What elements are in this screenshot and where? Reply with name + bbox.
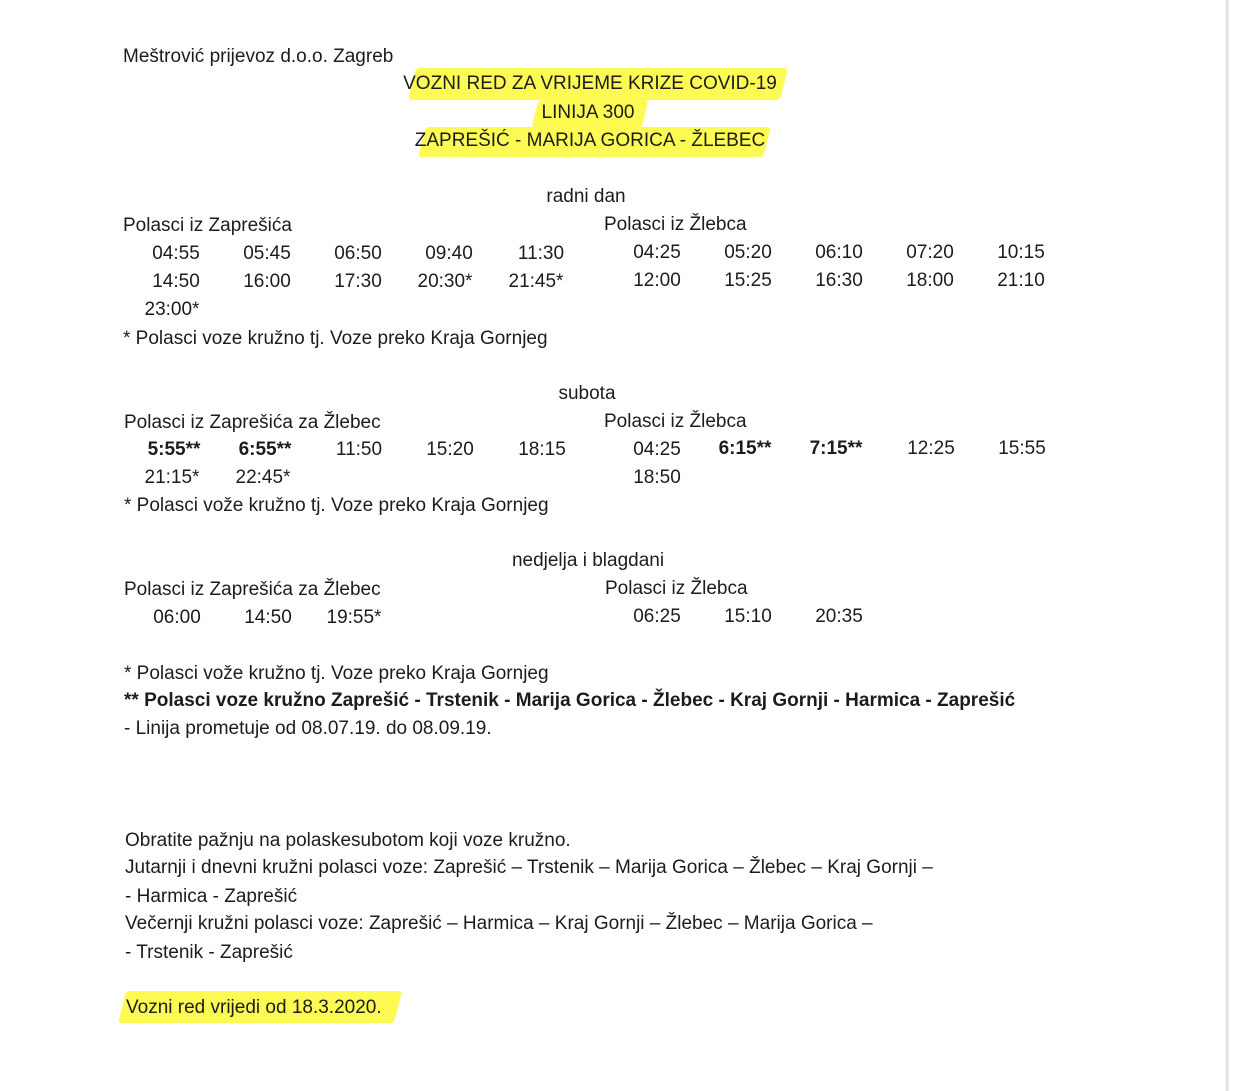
saturday-departure: 21:15*: [144, 467, 200, 488]
saturday-departure: 5:55**: [147, 439, 201, 460]
saturday-departure: 6:55**: [238, 439, 292, 460]
weekday-return: 12:00: [633, 270, 681, 291]
saturday-note: * Polasci vože kružno tj. Voze preko Kraja Gornjeg: [124, 495, 549, 516]
weekday-return: 07:20: [906, 242, 954, 263]
saturday-departure: 18:15: [518, 439, 566, 460]
weekday-departure: 05:45: [243, 243, 291, 264]
sunday-departure: 19:55*: [326, 607, 382, 628]
info-paragraph: - Trstenik - Zaprešić: [125, 942, 293, 963]
weekday-left-label: Polasci iz Zaprešića: [123, 215, 292, 236]
saturday-return: 15:55: [998, 438, 1046, 459]
weekday-return: 21:10: [997, 270, 1045, 291]
company-name: Meštrović prijevoz d.o.o. Zagreb: [123, 46, 394, 67]
weekday-departure: 09:40: [425, 243, 473, 264]
sunday-departure: 06:00: [153, 607, 201, 628]
weekday-return: 15:25: [724, 270, 772, 291]
weekday-note: * Polasci voze kružno tj. Voze preko Kraja Gornjeg: [123, 328, 548, 349]
note-circular-route: ** Polasci voze kružno Zaprešić - Trstenik - Marija Gorica - Žlebec - Kraj Gornji - Harmica - Zaprešić: [124, 690, 1016, 711]
saturday-return: 12:25: [907, 438, 955, 459]
info-paragraph: Obratite pažnju na polaskesubotom koji voze kružno.: [125, 830, 571, 851]
weekday-departure: 21:45*: [508, 271, 564, 292]
saturday-return: 7:15**: [809, 438, 863, 459]
sunday-return: 06:25: [633, 606, 681, 627]
weekday-departure: 17:30: [334, 271, 382, 292]
saturday-heading: subota: [558, 383, 616, 404]
weekday-return: 10:15: [997, 242, 1045, 263]
note-circular: * Polasci vože kružno tj. Voze preko Kraja Gornjeg: [124, 663, 549, 684]
weekday-departure: 16:00: [243, 271, 291, 292]
weekday-departure: 20:30*: [417, 271, 473, 292]
note-validity-period: - Linija prometuje od 08.07.19. do 08.09.19.: [124, 718, 492, 739]
timetable-title: VOZNI RED ZA VRIJEME KRIZE COVID-19: [403, 73, 777, 94]
weekday-departure: 14:50: [152, 271, 200, 292]
saturday-departure: 22:45*: [235, 467, 291, 488]
sunday-return: 20:35: [815, 606, 863, 627]
saturday-departure: 11:50: [335, 439, 383, 460]
weekday-return: 18:00: [906, 270, 954, 291]
weekday-return: 05:20: [724, 242, 772, 263]
weekday-departure: 23:00*: [144, 299, 200, 320]
weekday-right-label: Polasci iz Žlebca: [604, 214, 747, 235]
weekday-return: 16:30: [815, 270, 863, 291]
sunday-left-label: Polasci iz Zaprešića za Žlebec: [124, 579, 381, 600]
saturday-right-label: Polasci iz Žlebca: [604, 411, 747, 432]
saturday-return: 6:15**: [718, 438, 772, 459]
weekday-heading: radni dan: [546, 186, 626, 207]
scan-edge-line: [1226, 0, 1229, 1091]
saturday-return: 04:25: [633, 439, 681, 460]
info-paragraph: Jutarnji i dnevni kružni polasci voze: Zaprešić – Trstenik – Marija Gorica – Žlebec – Kraj Gornji –: [125, 857, 933, 878]
weekday-departure: 04:55: [152, 243, 200, 264]
weekday-return: 06:10: [815, 242, 863, 263]
saturday-return: 18:50: [633, 467, 681, 488]
sunday-return: 15:10: [724, 606, 772, 627]
info-paragraph: - Harmica - Zaprešić: [125, 886, 298, 907]
sunday-heading: nedjelja i blagdani: [511, 550, 665, 571]
saturday-left-label: Polasci iz Zaprešića za Žlebec: [124, 412, 381, 433]
route-name: ZAPREŠIĆ - MARIJA GORICA - ŽLEBEC: [414, 130, 766, 151]
validity-date: Vozni red vrijedi od 18.3.2020.: [126, 997, 382, 1018]
weekday-departure: 06:50: [334, 243, 382, 264]
info-paragraph: Večernji kružni polasci voze: Zaprešić – Harmica – Kraj Gornji – Žlebec – Marija Gorica –: [125, 913, 873, 934]
sunday-departure: 14:50: [244, 607, 292, 628]
line-number: LINIJA 300: [541, 102, 635, 123]
saturday-departure: 15:20: [426, 439, 474, 460]
sunday-right-label: Polasci iz Žlebca: [605, 578, 748, 599]
weekday-return: 04:25: [633, 242, 681, 263]
weekday-departure: 11:30: [517, 243, 565, 264]
